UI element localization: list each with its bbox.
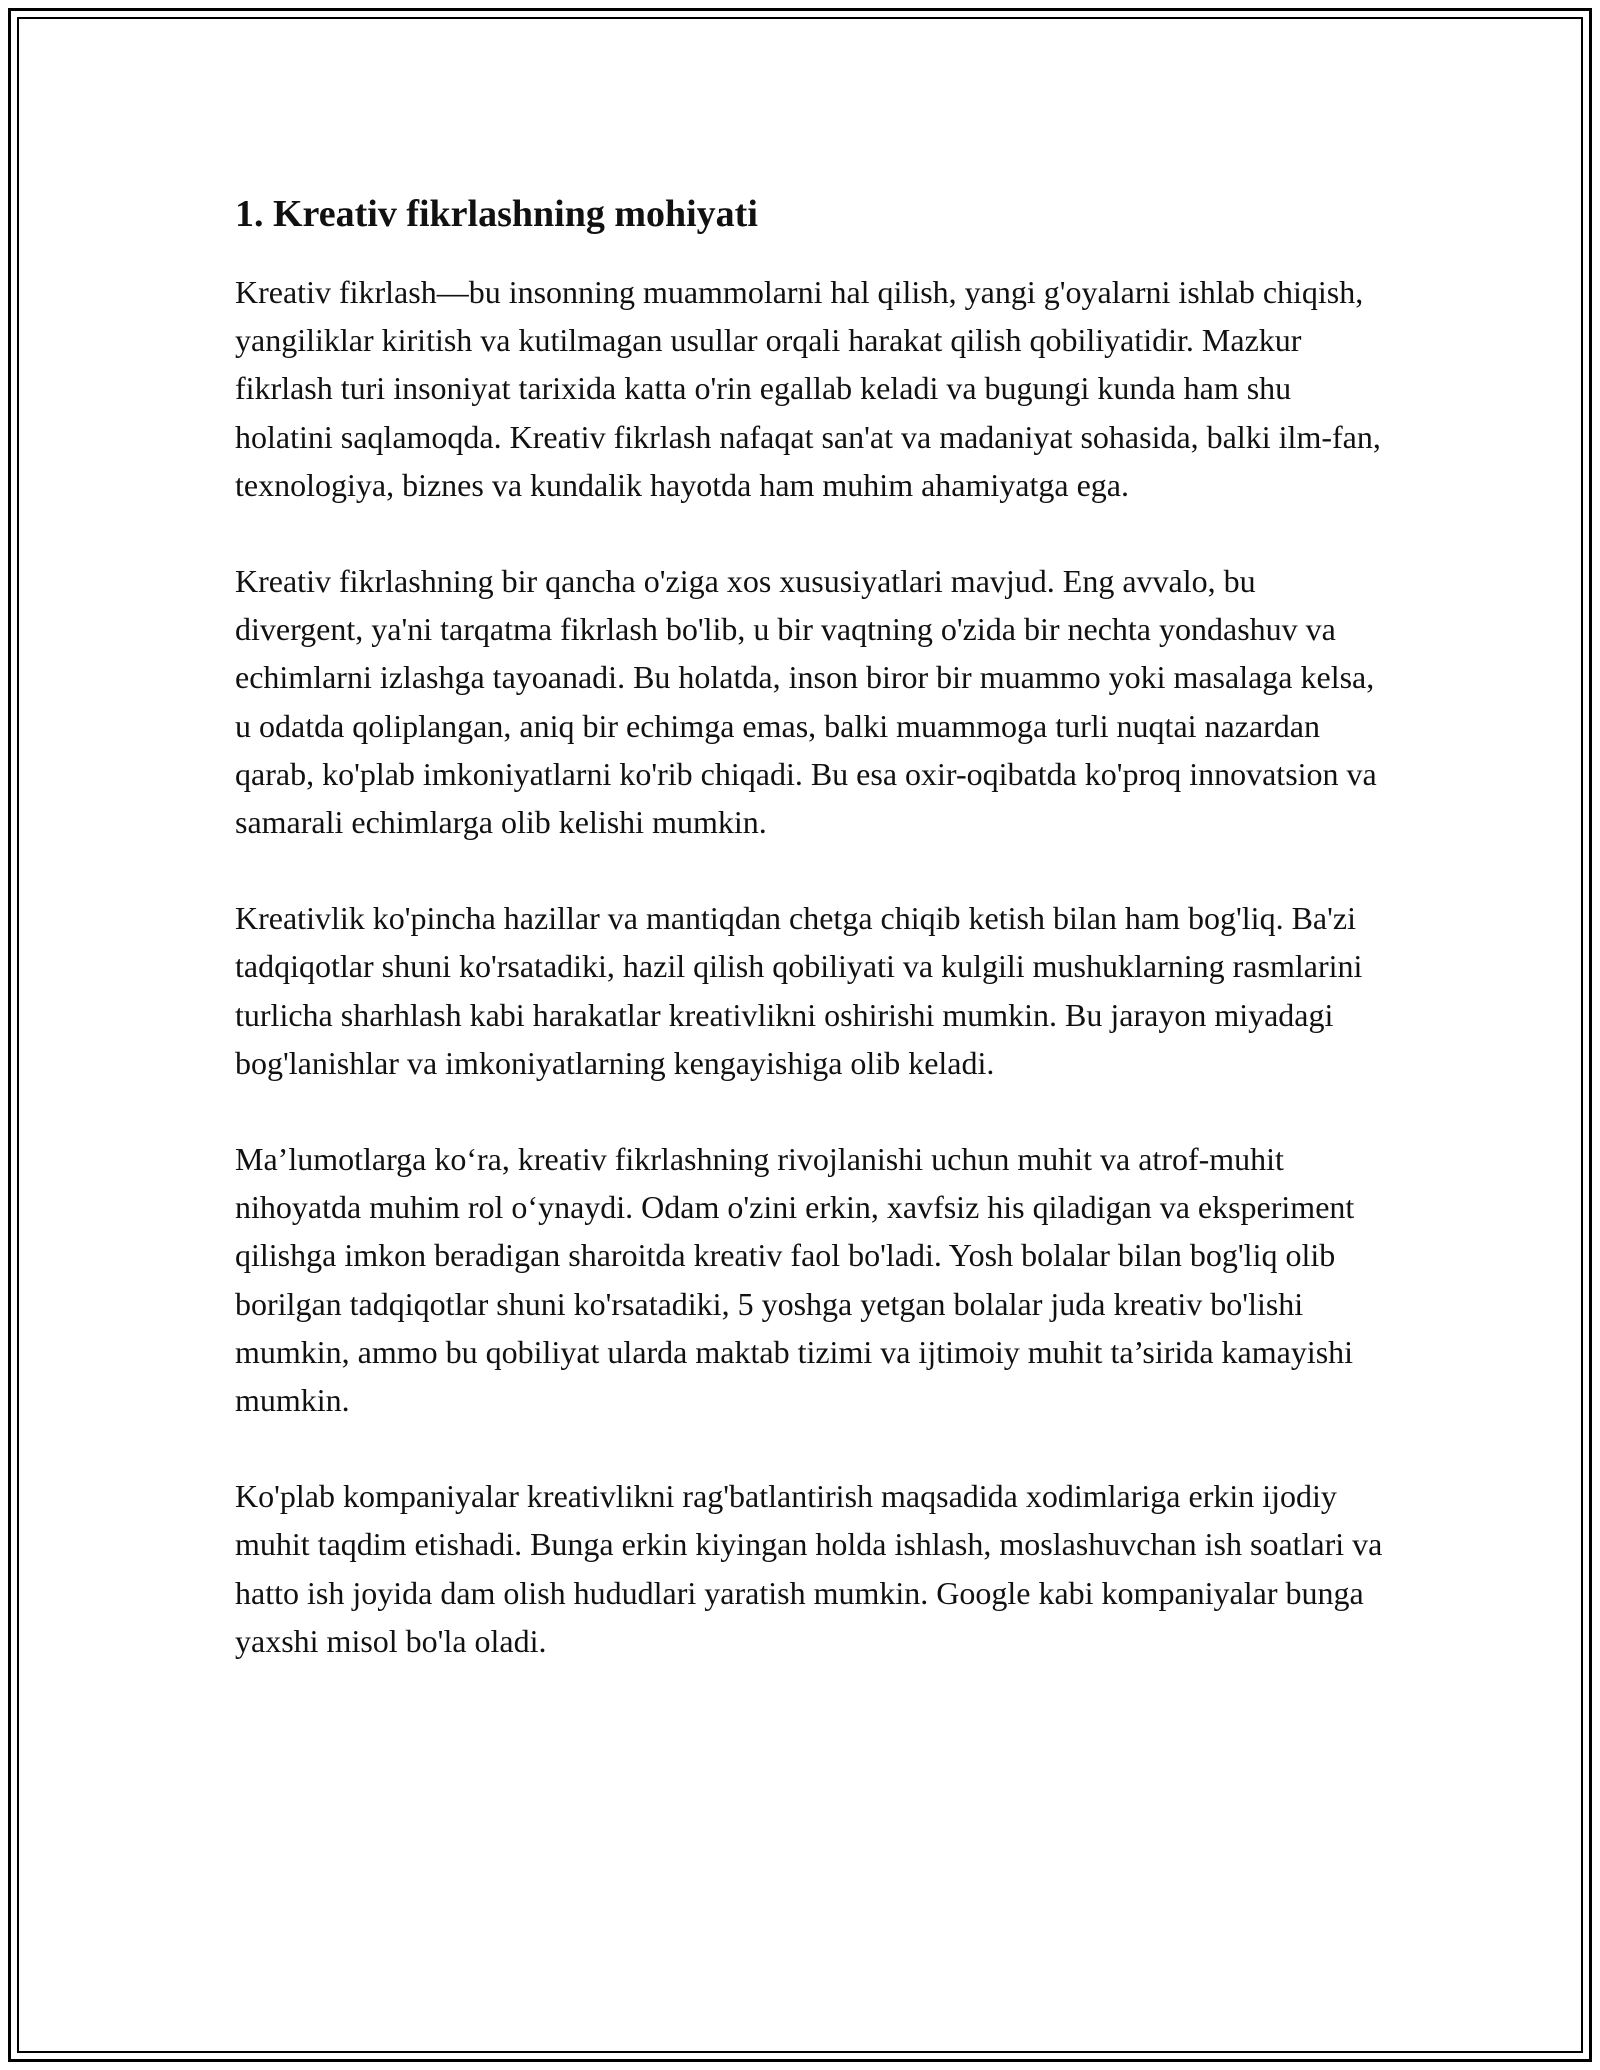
section-heading: 1. Kreativ fikrlashning mohiyati: [235, 193, 758, 235]
paragraph-humor: Kreativlik ko'pincha hazillar va mantiqdan chetga chiqib ketish bilan ham bog'liq. Ba'zi tadqiqotlar shuni ko'rsatadiki, hazil qilish qobiliyati va kulgili mushuklarning rasmlarini turlicha sharhlash kabi harakatlar kreativlikni oshirishi mumkin. Bu jarayon miyadagi bog'lanishlar va imkoniyatlarning kengayishiga olib keladi.: [235, 900, 1363, 1081]
paragraph-divergent-thinking: Kreativ fikrlashning bir qancha o'ziga xos xususiyatlari mavjud. Eng avvalo, bu divergent, ya'ni tarqatma fikrlash bo'lib, u bir vaqtning o'zida bir nechta yondashuv va echimlarni izlashga tayoanadi. Bu holatda, inson biror bir muammo yoki masalaga kelsa, u odatda qoliplangan, aniq bir echimga emas, balki muammoga turli nuqtai nazardan qarab, ko'plab imkoniyatlarni ko'rib chiqadi. Bu esa oxir-oqibatda ko'proq innovatsion va samarali echimlarga olib kelishi mumkin.: [235, 563, 1377, 841]
paragraph-companies: Ko'plab kompaniyalar kreativlikni rag'batlantirish maqsadida xodimlariga erkin ijodiy muhit taqdim etishadi. Bunga erkin kiyingan holda ishlash, moslashuvchan ish soatlari va hatto ish joyida dam olish hududlari yaratish mumkin. Google kabi kompaniyalar bunga yaxshi misol bo'la oladi.: [235, 1478, 1383, 1659]
paragraph-definition: Kreativ fikrlash—bu insonning muammolarni hal qilish, yangi g'oyalarni ishlab chiqish, yangiliklar kiritish va kutilmagan usullar orqali harakat qilish qobiliyatidir. Mazkur fikrlash turi insoniyat tarixida katta o'rin egallab keladi va bugungi kunda ham shu holatini saqlamoqda. Kreativ fikrlash nafaqat san'at va madaniyat sohasida, balki ilm-fan, texnologiya, biznes va kundalik hayotda ham muhim ahamiyatga ega.: [235, 274, 1381, 503]
paragraph-environment: Ma’lumotlarga ko‘ra, kreativ fikrlashning rivojlanishi uchun muhit va atrof-muhit nihoyatda muhim rol o‘ynaydi. Odam o'zini erkin, xavfsiz his qiladigan va eksperiment qilishga imkon beradigan sharoitda kreativ faol bo'ladi. Yosh bolalar bilan bog'liq olib borilgan tadqiqotlar shuni ko'rsatadiki, 5 yoshga yetgan bolalar juda kreativ bo'lishi mumkin, ammo bu qobiliyat ularda maktab tizimi va ijtimoiy muhit ta’sirida kamayishi mumkin.: [235, 1141, 1355, 1419]
document-body: [235, 190, 1385, 1713]
